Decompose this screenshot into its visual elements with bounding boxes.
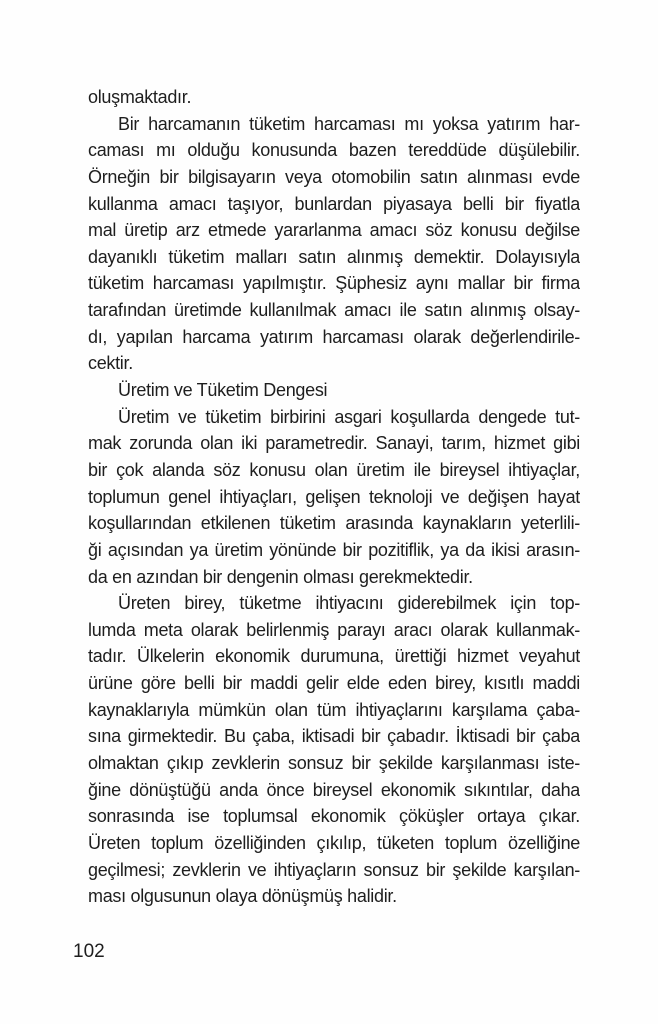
text-line-content: lumda meta olarak belirlenmiş parayı aracı olarak kullanmak- <box>88 619 580 640</box>
text-line-content: koşullarından etkilenen tüketim arasında kaynakların yeterlili- <box>88 513 580 534</box>
text-line <box>88 137 580 164</box>
text-line <box>88 643 580 670</box>
text-line-content: cektir. <box>88 353 133 374</box>
text-line <box>88 84 580 111</box>
text-line-content: kullanma amacı taşıyor, bunlardan piyasaya belli bir fiyatla <box>88 193 580 214</box>
text-line-content: sına girmektedir. Bu çaba, iktisadi bir çabadır. İktisadi bir çaba <box>88 726 580 747</box>
text-line <box>88 270 580 297</box>
text-line-content: Üreten birey, tüketme ihtiyacını giderebilmek için top- <box>118 593 580 614</box>
text-line-content: dayanıklı tüketim malları satın alınmış demektir. Dolayısıyla <box>88 246 580 267</box>
text-line-content: da en azından bir dengenin olması gerekmektedir. <box>88 566 473 587</box>
text-line-content: ürüne göre belli bir maddi gelir elde eden birey, kısıtlı maddi <box>88 673 580 694</box>
text-line <box>88 564 580 591</box>
text-line-content: Üretim ve tüketim birbirini asgari koşullarda dengede tut- <box>118 406 580 427</box>
text-line <box>88 617 580 644</box>
paragraph <box>88 404 580 590</box>
text-line <box>88 723 580 750</box>
text-line <box>88 297 580 324</box>
text-line <box>88 537 580 564</box>
text-line <box>88 750 580 777</box>
text-line <box>88 350 580 377</box>
text-line <box>88 430 580 457</box>
text-line-content: ması olgusunun olaya dönüşmüş halidir. <box>88 886 397 907</box>
text-line-content: caması mı olduğu konusunda bazen tereddüde düşülebilir. <box>88 140 580 161</box>
text-line-content: bir çok alanda söz konusu olan üretim ile bireysel ihtiyaçlar, <box>88 459 580 480</box>
text-line <box>88 457 580 484</box>
text-line-content: mak zorunda olan iki parametredir. Sanayi, tarım, hizmet gibi <box>88 433 580 454</box>
text-line-content: Üreten toplum özelliğinden çıkılıp, tüketen toplum özelliğine <box>88 832 580 853</box>
text-line <box>88 404 580 431</box>
page-number: 102 <box>73 941 105 962</box>
text-line-content: Bir harcamanın tüketim harcaması mı yoksa yatırım har- <box>118 113 580 134</box>
text-line <box>88 830 580 857</box>
text-line-content: tadır. Ülkelerin ekonomik durumuna, ürettiği hizmet veyahut <box>88 646 580 667</box>
text-line <box>88 777 580 804</box>
text-line <box>88 484 580 511</box>
text-line <box>88 697 580 724</box>
paragraph <box>88 111 580 377</box>
text-line-content: geçilmesi; zevklerin ve ihtiyaçların sonsuz bir şekilde karşılan- <box>88 859 580 880</box>
text-line-content: mal üretip arz etmede yararlanma amacı söz konusu değilse <box>88 220 580 241</box>
text-line <box>88 111 580 138</box>
text-line <box>88 857 580 884</box>
text-line <box>88 244 580 271</box>
text-line-content: kaynaklarıyla mümkün olan tüm ihtiyaçlarını karşılama çaba- <box>88 699 580 720</box>
text-line <box>88 377 580 404</box>
text-line-content: tarafından üretimde kullanılmak amacı ile satın alınmış olsay- <box>88 300 580 321</box>
text-line <box>88 510 580 537</box>
text-line-content: Üretim ve Tüketim Dengesi <box>118 380 328 401</box>
paragraph <box>88 84 580 111</box>
text-line <box>88 191 580 218</box>
text-line <box>88 803 580 830</box>
text-line-content: dı, yapılan harcama yatırım harcaması olarak değerlendirile- <box>88 326 580 347</box>
text-line-content: ği açısından ya üretim yönünde bir pozitiflik, ya da ikisi arasın- <box>88 539 580 560</box>
text-line-content: tüketim harcaması yapılmıştır. Şüphesiz aynı mallar bir firma <box>88 273 580 294</box>
text-line <box>88 324 580 351</box>
text-line <box>88 164 580 191</box>
text-line-content: ğine dönüştüğü anda önce bireysel ekonomik sıkıntılar, daha <box>88 779 580 800</box>
text-line <box>88 670 580 697</box>
section-heading <box>88 377 580 404</box>
text-line <box>88 217 580 244</box>
text-line <box>88 883 580 910</box>
paragraph <box>88 590 580 910</box>
text-line-content: toplumun genel ihtiyaçları, gelişen teknoloji ve değişen hayat <box>88 486 580 507</box>
text-line-content: olmaktan çıkıp zevklerin sonsuz bir şekilde karşılanması iste- <box>88 753 580 774</box>
text-line-content: oluşmaktadır. <box>88 87 192 107</box>
text-line <box>88 590 580 617</box>
body-text <box>88 84 580 910</box>
text-line-content: Örneğin bir bilgisayarın veya otomobilin satın alınması evde <box>88 166 580 187</box>
text-line-content: sonrasında ise toplumsal ekonomik çöküşler ortaya çıkar. <box>88 806 580 827</box>
